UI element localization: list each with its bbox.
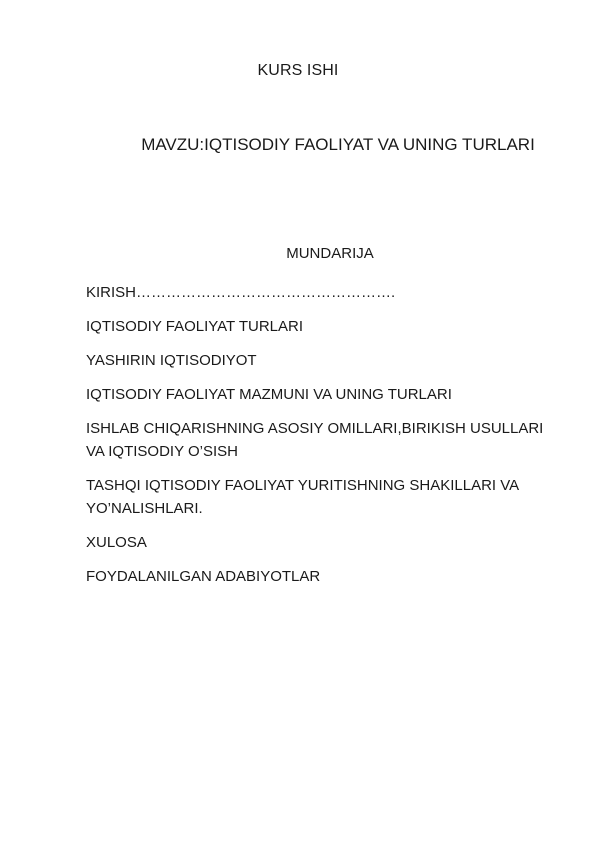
toc-item-production-factors: ISHLAB CHIQARISHNING ASOSIY OMILLARI,BIRIKISH USULLARI VA IQTISODIY O’SISH: [86, 420, 544, 460]
toc-item-shadow-economy: YASHIRIN IQTISODIYOT: [86, 352, 257, 369]
document-title: KURS ISHI: [257, 62, 339, 79]
toc-item-references: FOYDALANILGAN ADABIYOTLAR: [86, 568, 321, 585]
toc-heading: MUNDARIJA: [286, 245, 374, 262]
toc-item-foreign-economic-activity: TASHQI IQTISODIY FAOLIYAT YURITISHNING SHAKILLARI VA YO’NALISHLARI.: [86, 477, 519, 517]
toc-item-introduction: KIRISH…………………………………………….: [86, 284, 396, 301]
toc-item-economic-activity-types: IQTISODIY FAOLIYAT TURLARI: [86, 318, 304, 335]
toc-item-economic-activity-content: IQTISODIY FAOLIYAT MAZMUNI VA UNING TURLARI: [86, 386, 452, 403]
document-subject: MAVZU:IQTISODIY FAOLIYAT VA UNING TURLARI: [141, 135, 535, 154]
table-of-contents: [86, 281, 556, 599]
toc-item-conclusion: XULOSA: [86, 534, 147, 551]
